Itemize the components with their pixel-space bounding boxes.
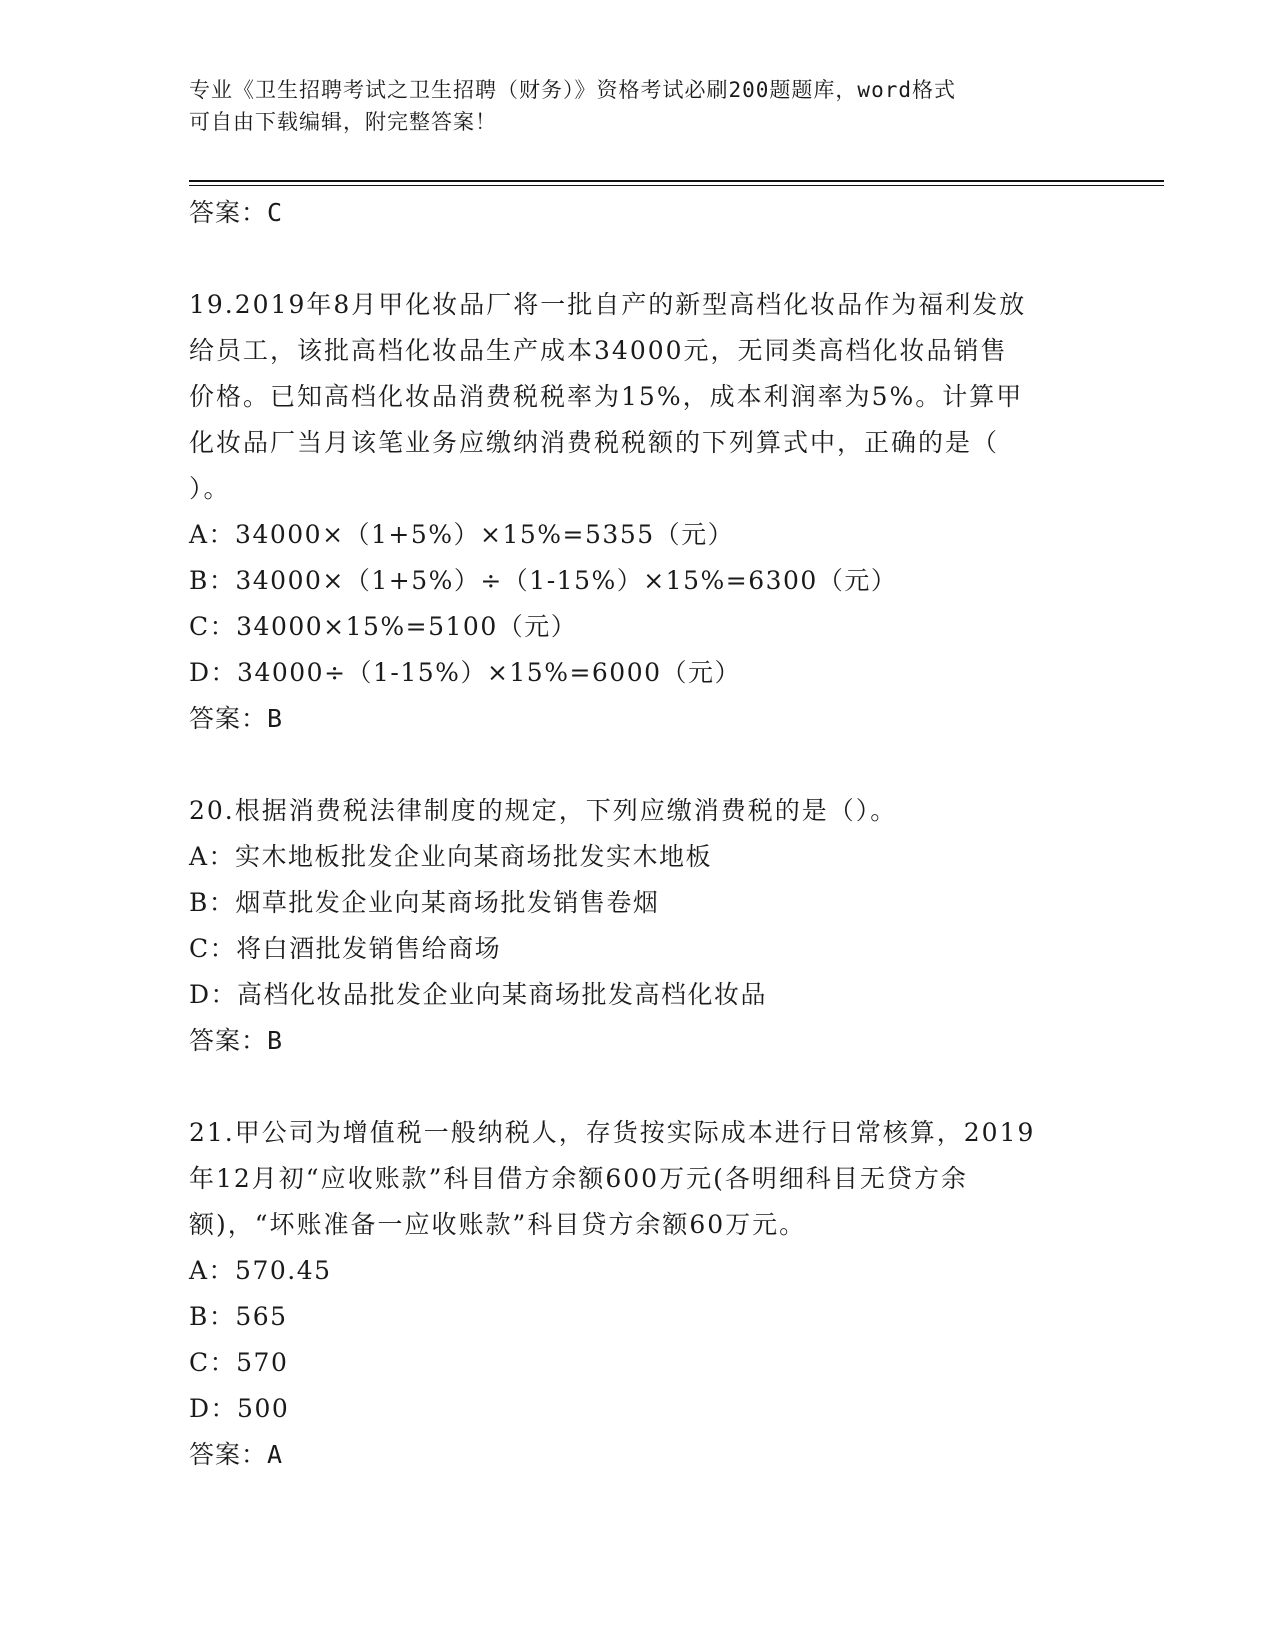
- option-c: C：34000×15%=5100（元）: [189, 612, 578, 641]
- option-a: A：34000×（1+5%）×15%=5355（元）: [189, 520, 735, 549]
- spacer: [189, 742, 1089, 788]
- option-b: B：565: [189, 1302, 288, 1331]
- spacer: [189, 1064, 1089, 1110]
- option-a: A：570.45: [189, 1256, 332, 1285]
- option-d: D：500: [189, 1394, 290, 1423]
- option-c: C：将白酒批发销售给商场: [189, 934, 502, 963]
- question-block-21: [189, 1110, 1089, 1478]
- header-divider-thin: [189, 185, 1164, 186]
- question-line: 19.2019年8月甲化妆品厂将一批自产的新型高档化妆品作为福利发放: [189, 290, 1027, 319]
- answer-line: 答案：B: [189, 1026, 284, 1055]
- spacer: [189, 236, 1089, 282]
- document-header: [189, 74, 1089, 138]
- header-divider-thick: [189, 180, 1164, 182]
- question-line: 给员工，该批高档化妆品生产成本34000元，无同类高档化妆品销售: [189, 336, 1008, 365]
- answer-line: 答案：B: [189, 704, 284, 733]
- question-block-19: [189, 282, 1089, 742]
- option-b: B：烟草批发企业向某商场批发销售卷烟: [189, 888, 660, 917]
- answer-line: 答案：A: [189, 1440, 284, 1469]
- question-line: 额)，“坏账准备一应收账款”科目贷方余额60万元。: [189, 1210, 807, 1239]
- question-line: 年12月初“应收账款”科目借方余额600万元(各明细科目无贷方余: [189, 1164, 968, 1193]
- question-line: 价格。已知高档化妆品消费税税率为15%，成本利润率为5%。计算甲: [189, 382, 1024, 411]
- header-line-1: 专业《卫生招聘考试之卫生招聘（财务）》资格考试必刷200题题库，word格式: [189, 78, 956, 102]
- option-b: B：34000×（1+5%）÷（1-15%）×15%=6300（元）: [189, 566, 898, 595]
- question-line: ）。: [189, 474, 231, 503]
- document-body: [189, 190, 1089, 1478]
- question-block-20: [189, 788, 1089, 1064]
- option-a: A：实木地板批发企业向某商场批发实木地板: [189, 842, 713, 871]
- question-line: 化妆品厂当月该笔业务应缴纳消费税税额的下列算式中，正确的是（: [189, 428, 1000, 457]
- question-line: 21.甲公司为增值税一般纳税人，存货按实际成本进行日常核算，2019: [189, 1118, 1036, 1147]
- header-line-2: 可自由下载编辑，附完整答案！: [189, 110, 497, 134]
- option-c: C：570: [189, 1348, 289, 1377]
- option-d: D：高档化妆品批发企业向某商场批发高档化妆品: [189, 980, 768, 1009]
- option-d: D：34000÷（1-15%）×15%=6000（元）: [189, 658, 742, 687]
- question-line: 20.根据消费税法律制度的规定，下列应缴消费税的是（）。: [189, 796, 898, 825]
- answer-line: 答案：C: [189, 198, 284, 227]
